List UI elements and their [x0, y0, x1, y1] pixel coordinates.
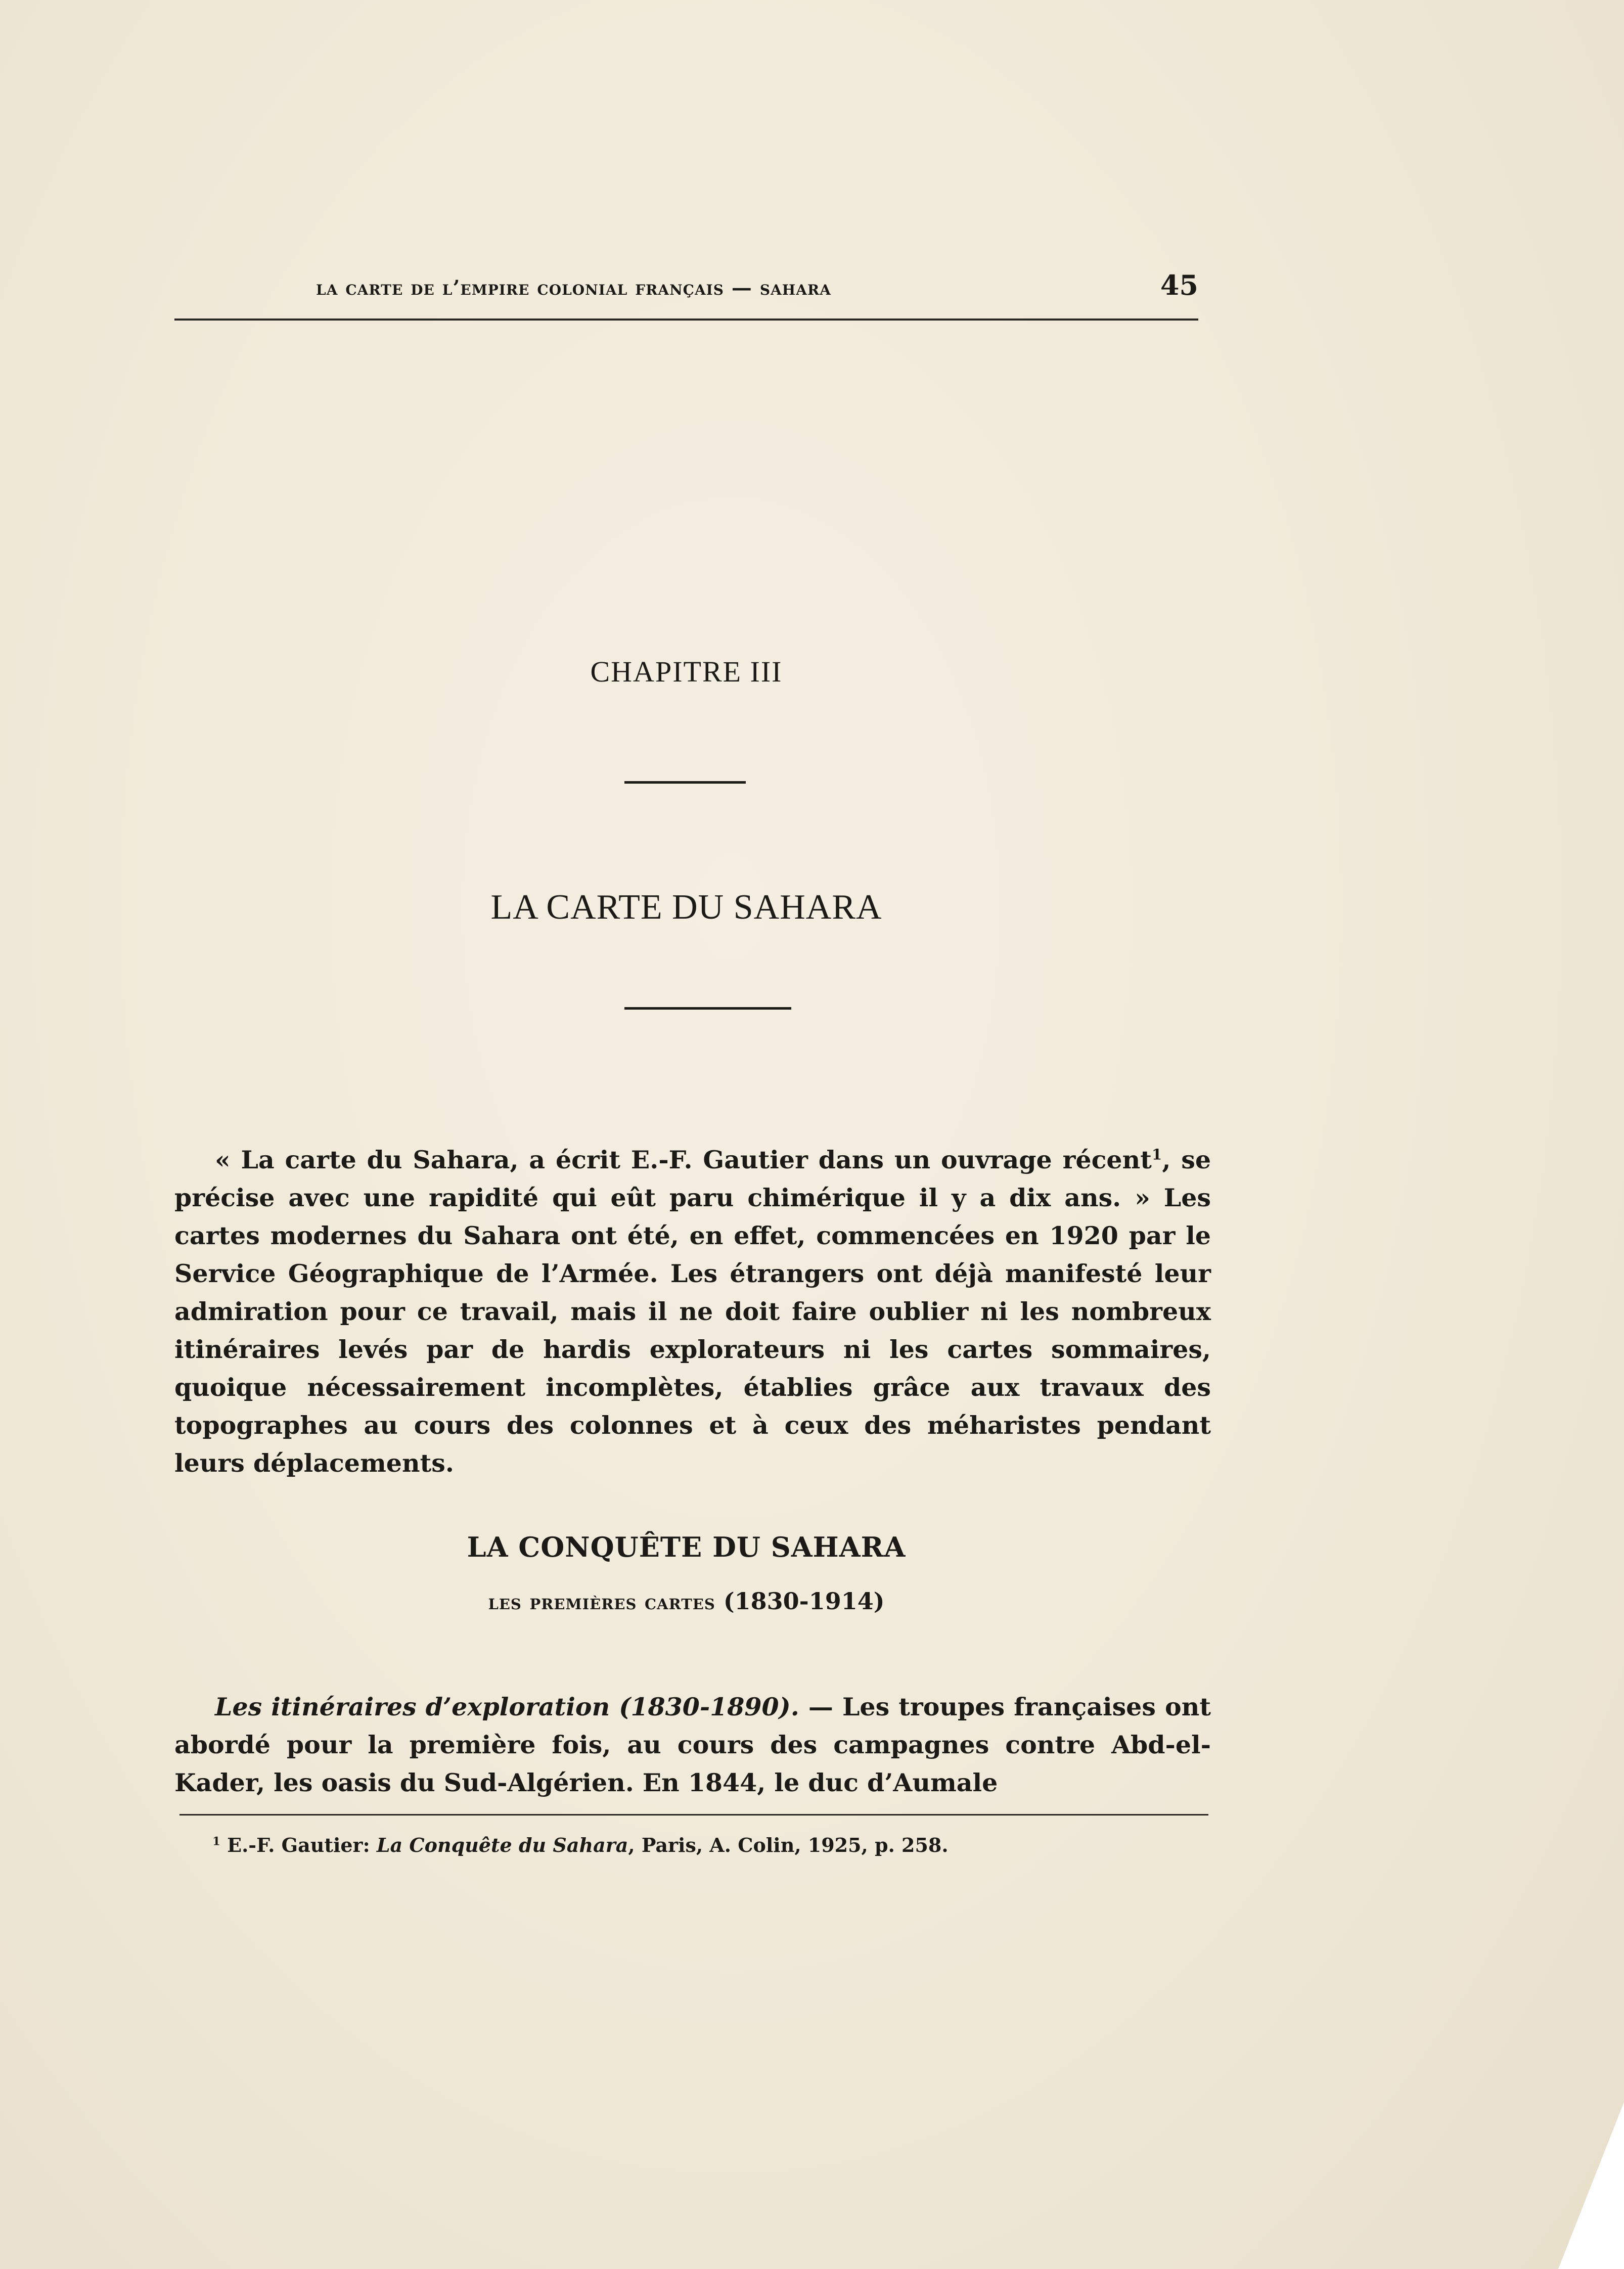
- footnote-divider: [179, 1814, 1208, 1816]
- footnote-work-title: La Conquête du Sahara: [376, 1834, 628, 1856]
- intro-paragraph: [174, 1141, 1211, 1482]
- section-title: LA CONQUÊTE DU SAHARA: [467, 1531, 906, 1563]
- intro-text-end: , se précise avec une rapidité qui eût paru chimérique il y a dix ans. » Les cartes modernes du Sahara ont été, en effet, commencées en 1920 par le Service Géographique de l’Armée. Les étrangers ont déjà manifesté leur admiration pour ce travail, mais il ne doit faire oublier ni les nombreux itinéraires levés par de hardis explorateurs ni les cartes sommaires, quoique nécessairement incomplètes, établies grâce aux travaux des topographes au cours des colonnes et à ceux des méharistes pendant leurs déplacements.: [174, 1145, 1211, 1478]
- footnote-reference: 1: [1151, 1145, 1162, 1163]
- chapter-title: LA CARTE DU SAHARA: [490, 888, 882, 927]
- page-number: 45: [1160, 269, 1198, 301]
- footnote-details: , Paris, A. Colin, 1925, p. 258.: [628, 1834, 949, 1856]
- chapter-number: CHAPITRE III: [590, 655, 783, 688]
- itineraries-paragraph: [174, 1688, 1211, 1802]
- title-divider: [624, 1007, 791, 1010]
- footnote-author: E.-F. Gautier:: [220, 1834, 377, 1856]
- subtitle-dates: (1830-1914): [723, 1587, 885, 1615]
- itineraries-text: — Les troupes françaises ont abordé pour la première fois, au cours des campagnes contre Abd-el-Kader, les oasis du Sud-Algérien. En 1844, le duc d’Aumale: [174, 1692, 1211, 1797]
- subtitle-caps: les premières cartes: [488, 1590, 715, 1614]
- footnote: [212, 1830, 1203, 1860]
- section-subtitle: [174, 1587, 1198, 1615]
- itineraries-lead: Les itinéraires d’exploration (1830-1890).: [215, 1692, 799, 1721]
- running-title: la carte de l’empire colonial français — sahara: [316, 276, 831, 300]
- chapter-divider: [624, 781, 746, 784]
- page-corner-fold: [1558, 2102, 1624, 2269]
- running-header: [174, 269, 1198, 321]
- intro-text-start: « La carte du Sahara, a écrit E.-F. Gautier dans un ouvrage récent: [215, 1145, 1152, 1174]
- footnote-marker: 1: [212, 1835, 220, 1848]
